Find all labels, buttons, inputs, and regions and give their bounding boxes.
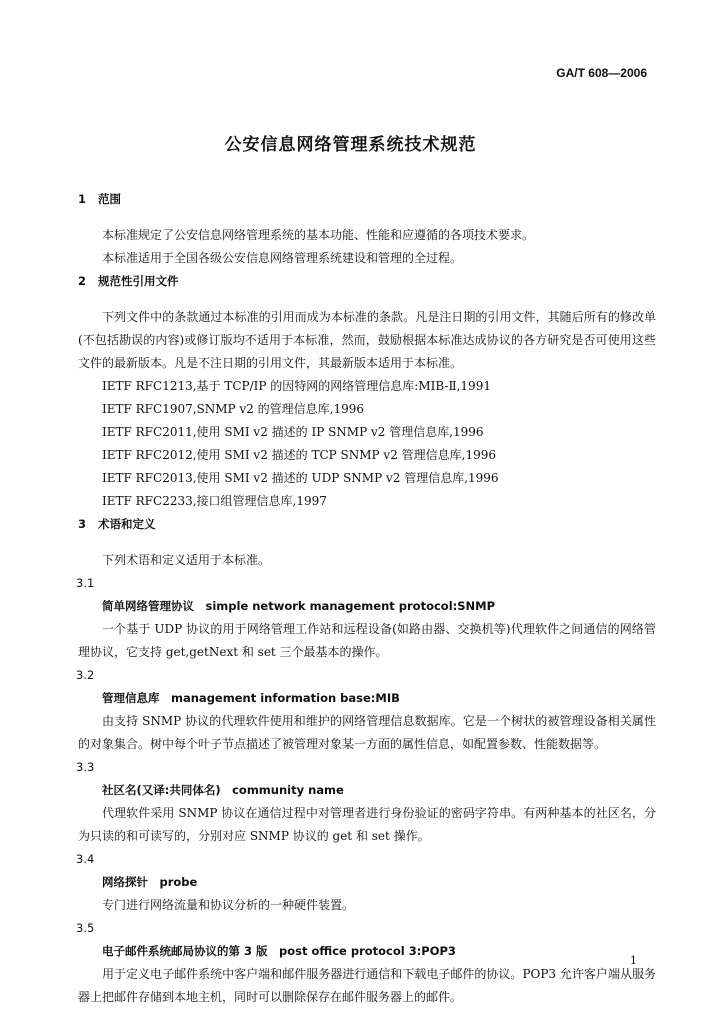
term-definition: 专门进行网络流量和协议分析的一种硬件装置。 — [102, 898, 355, 912]
section-3-intro: 下列术语和定义适用于本标准。 — [102, 553, 271, 567]
term-number: 3.1 — [76, 576, 95, 590]
reference-item: IETF RFC1907,SNMP v2 的管理信息库,1996 — [102, 402, 365, 416]
term-title: 社区名(又译:共同体名) community name — [102, 783, 344, 797]
page-number: 1 — [630, 954, 637, 967]
term-number: 3.5 — [76, 921, 95, 935]
section-2-intro: 下列文件中的条款通过本标准的引用而成为本标准的条款。凡是注日期的引用文件，其随后所有的修改单(不包括勘误的内容)或修订版均不适用于本标准，然而，鼓励根据本标准达成协议的各方研究是否可使用这些文件的最新版本。凡是不注日期的引用文件，其最新版本适用于本标准。 — [78, 310, 656, 370]
term-title: 管理信息库 management information base:MIB — [102, 691, 400, 705]
term-definition: 用于定义电子邮件系统中客户端和邮件服务器进行通信和下载电子邮件的协议。POP3 允许客户端从服务器上把邮件存储到本地主机，同时可以删除保存在邮件服务器上的邮件。 — [78, 967, 656, 1004]
standard-code: GA/T 608—2006 — [556, 66, 647, 80]
section-1-heading: 1 范围 — [78, 192, 121, 206]
term-number: 3.4 — [76, 852, 95, 866]
reference-item: IETF RFC2233,接口组管理信息库,1997 — [102, 494, 327, 508]
term-number: 3.2 — [76, 668, 95, 682]
document-title: 公安信息网络管理系统技术规范 — [224, 135, 477, 155]
term-definition: 代理软件采用 SNMP 协议在通信过程中对管理者进行身份验证的密码字符串。有两种基本的社区名，分为只读的和可读写的，分别对应 SNMP 协议的 get 和 set 操作。 — [78, 806, 656, 843]
reference-item: IETF RFC2013,使用 SMI v2 描述的 UDP SNMP v2 管理信息库,1996 — [102, 471, 499, 485]
section-3-heading: 3 术语和定义 — [78, 517, 156, 531]
reference-item: IETF RFC2011,使用 SMI v2 描述的 IP SNMP v2 管理信息库,1996 — [102, 425, 484, 439]
term-title: 简单网络管理协议 simple network management protocol:SNMP — [102, 599, 496, 613]
section-1-para-2: 本标准适用于全国各级公安信息网络管理系统建设和管理的全过程。 — [102, 251, 463, 265]
document-body — [78, 188, 656, 1009]
section-2-heading: 2 规范性引用文件 — [78, 274, 179, 288]
term-definition: 由支持 SNMP 协议的代理软件使用和维护的网络管理信息数据库。它是一个树状的被管理设备相关属性的对象集合。树中每个叶子节点描述了被管理对象某一方面的属性信息，如配置参数、性能数据等。 — [78, 714, 656, 751]
reference-item: IETF RFC2012,使用 SMI v2 描述的 TCP SNMP v2 管理信息库,1996 — [102, 448, 497, 462]
term-title: 网络探针 probe — [102, 875, 198, 889]
reference-item: IETF RFC1213,基于 TCP/IP 的因特网的网络管理信息库:MIB-Ⅱ,1991 — [102, 379, 491, 393]
section-1-para-1: 本标准规定了公安信息网络管理系统的基本功能、性能和应遵循的各项技术要求。 — [102, 228, 535, 242]
term-number: 3.3 — [76, 760, 95, 774]
term-definition: 一个基于 UDP 协议的用于网络管理工作站和远程设备(如路由器、交换机等)代理软件之间通信的网络管理协议，它支持 get,getNext 和 set 三个最基本的操作。 — [78, 622, 656, 659]
term-title: 电子邮件系统邮局协议的第 3 版 post office protocol 3:POP3 — [102, 944, 456, 958]
